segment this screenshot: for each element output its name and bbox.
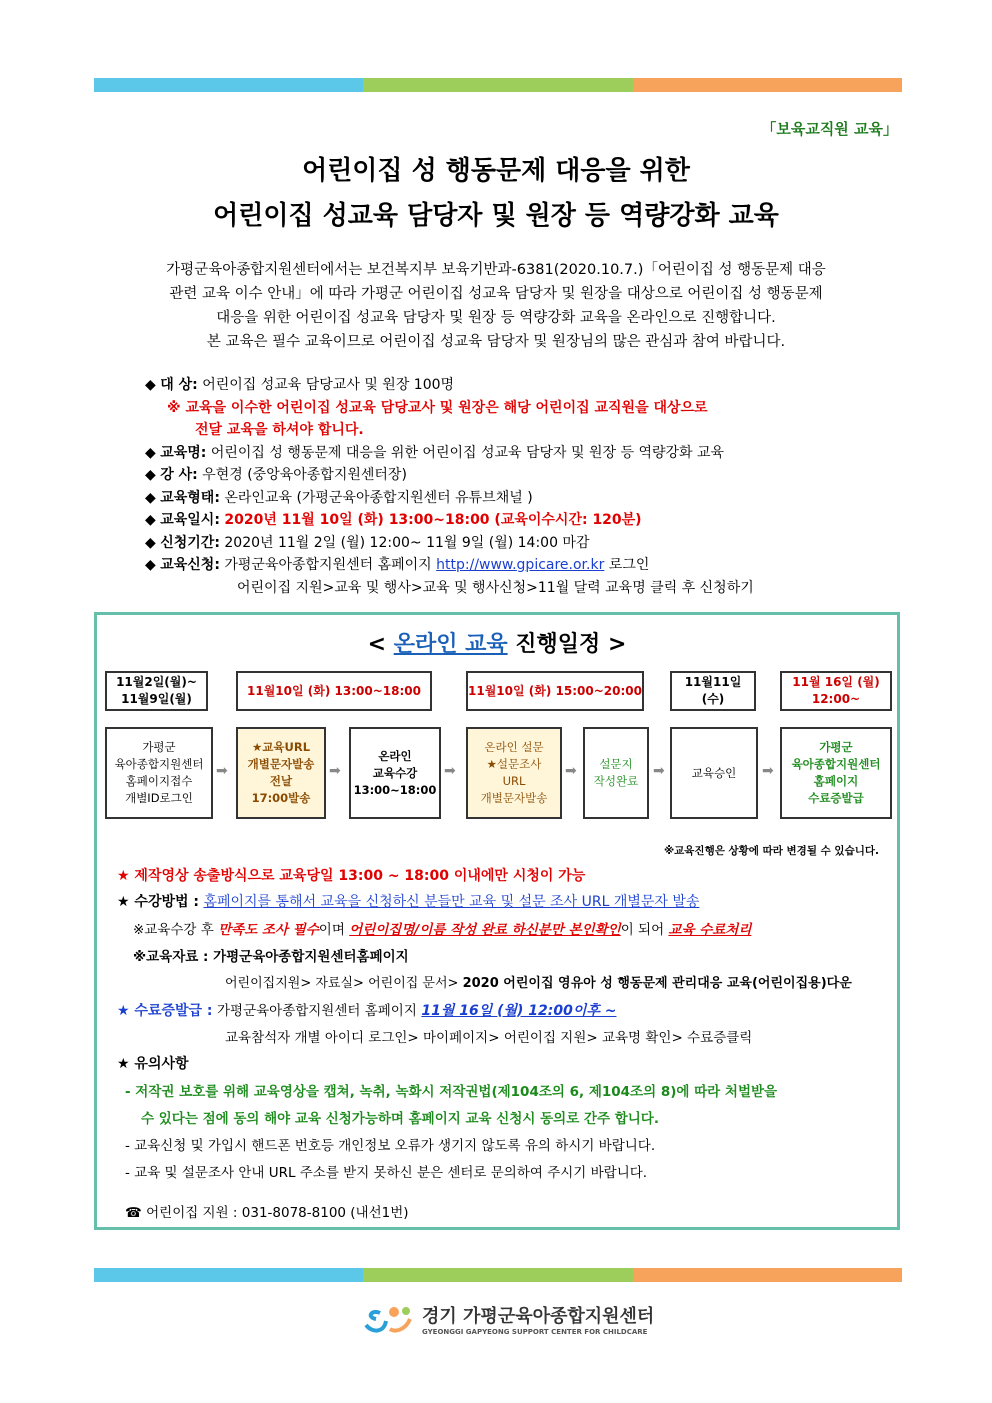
step-survey: 온라인 설문 ★설문조사 URL 개별문자발송: [466, 727, 562, 819]
title-post: 진행일정 >: [515, 632, 627, 657]
target-value: 어린이집 성교육 담당교사 및 원장 100명: [202, 377, 455, 393]
notice-caution: ★ 유의사항: [117, 1056, 189, 1072]
name-value: 어린이집 성 행동문제 대응을 위한 어린이집 성교육 담당자 및 원장 등 역량강화 교육: [210, 444, 725, 461]
intro-paragraph: [100, 258, 892, 354]
date-value: 2020년 11월 10일 (화) 13:00~18:00 (교육이수시간: 120분): [224, 512, 642, 528]
notice-method: ★ 수강방법 : 홈페이지를 통해서 교육을 신청하신 분들만 교육 및 설문 조사 URL 개별문자 발송: [117, 894, 700, 910]
intro-line: 본 교육은 필수 교육이므로 어린이집 성교육 담당자 및 원장님의 많은 관심과 참여 바랍니다.: [206, 334, 786, 350]
date-box: 11월2일(월)~ 11월9일(월): [105, 671, 208, 711]
certificate-path: 교육참석자 개별 아이디 로그인> 마이페이지> 어린이집 지원> 교육명 확인> 수료증클릭: [225, 1030, 753, 1046]
homepage-link[interactable]: http://www.gpicare.or.kr: [436, 557, 605, 573]
caution-url: - 교육 및 설문조사 안내 URL 주소를 받지 못하신 분은 센터로 문의하여 주시기 바랍니다.: [125, 1165, 648, 1181]
format-value: 온라인교육 (가평군육아종합지원센터 유튜브채널 ): [224, 489, 533, 506]
title-bracket: <: [367, 632, 387, 657]
intro-line: 가평군육아종합지원센터에서는 보건복지부 보육기반과-6381(2020.10.7.)「어린이집 성 행동문제 대응: [166, 262, 826, 278]
apply-value: 가평군육아종합지원센터 홈페이지: [224, 557, 432, 573]
diamond-icon: ◆: [145, 534, 161, 551]
step-watch: 온라인 교육수강 13:00~18:00: [349, 727, 441, 819]
org-name-en: GYEONGGI GAPYEONG SUPPORT CENTER FOR CHILDCARE: [422, 1328, 648, 1336]
online-label: 온라인 교육: [393, 632, 508, 657]
date-box: 11월10일 (화) 13:00~18:00: [236, 671, 432, 711]
step-approval: 교육승인: [670, 727, 758, 819]
schedule-box: [94, 612, 900, 1230]
contact-phone: ☎ 어린이집 지원 : 031-8078-8100 (내선1번): [125, 1205, 409, 1221]
notice-streaming: ★ 제작영상 송출방식으로 교육당일 13:00 ~ 18:00 이내에만 시청이 가능: [117, 868, 586, 884]
notice-certificate: ★ 수료증발급 : 가평군육아종합지원센터 홈페이지 11월 16일 (월) 12:00이후 ~: [117, 1003, 617, 1019]
arrow-icon: ➡: [329, 763, 341, 779]
notice-material: ※교육자료 : 가평군육아종합지원센터홈페이지: [133, 949, 409, 965]
apply-period-label: 신청기간:: [160, 534, 220, 551]
intro-line: 대응을 위한 어린이집 성교육 담당자 및 원장 등 역량강화 교육을 온라인으로 진행합니다.: [216, 310, 776, 326]
material-path: 어린이집지원> 자료실> 어린이집 문서> 2020 어린이집 영유아 성 행동문제 관리대응 교육(어린이집용)다운: [225, 976, 852, 991]
date-box: 11월10일 (화) 15:00~20:00: [466, 671, 644, 711]
info-list: [145, 374, 754, 599]
diamond-icon: ◆: [145, 444, 161, 461]
name-label: 교육명:: [160, 444, 207, 461]
org-name: 경기 가평군육아종합지원센터: [422, 1306, 655, 1327]
arrow-icon: ➡: [653, 763, 665, 779]
step-url-sms: ★교육URL 개별문자발송 전날 17:00발송: [236, 727, 326, 819]
target-note: 전달 교육을 하셔야 합니다.: [195, 422, 364, 438]
caution-copyright-2: 수 있다는 점에 동의 해야 교육 신청가능하며 홈페이지 교육 신청시 동의로 간주 합니다.: [141, 1111, 659, 1127]
apply-path: 어린이집 지원>교육 및 행사>교육 및 행사신청>11월 달력 교육명 클릭 후 신청하기: [237, 579, 754, 596]
bottom-color-bar: [94, 1268, 902, 1282]
step-certificate: 가평군 육아종합지원센터 홈페이지 수료증발급: [780, 727, 892, 819]
date-box: 11월 16일 (월) 12:00~: [780, 671, 892, 711]
arrow-icon: ➡: [216, 763, 228, 779]
apply-label: 교육신청:: [160, 557, 220, 573]
caution-copyright: - 저작권 보호를 위해 교육영상을 캡쳐, 녹취, 녹화시 저작권법(제104조의 6, 제104조의 8)에 따라 처벌받을: [125, 1084, 778, 1100]
diamond-icon: ◆: [145, 557, 161, 573]
diamond-icon: ◆: [145, 377, 161, 393]
arrow-icon: ➡: [444, 763, 456, 779]
date-box: 11월11일 (수): [670, 671, 756, 711]
lecturer-label: 강 사:: [160, 467, 198, 483]
schedule-note: ※교육진행은 상황에 따라 변경될 수 있습니다.: [663, 845, 879, 857]
diamond-icon: ◆: [145, 512, 161, 528]
apply-value-post: 로그인: [608, 557, 650, 573]
footer-logo: [362, 1302, 654, 1336]
center-logo-icon: [362, 1303, 414, 1335]
diamond-icon: ◆: [145, 467, 161, 483]
schedule-title: [97, 627, 897, 658]
arrow-icon: ➡: [565, 763, 577, 779]
caution-personal-info: - 교육신청 및 가입시 핸드폰 번호등 개인정보 오류가 생기지 않도록 유의 하시기 바랍니다.: [125, 1138, 656, 1154]
format-label: 교육형태:: [160, 489, 220, 506]
top-color-bar: [94, 78, 902, 92]
page-title-line2: 어린이집 성교육 담당자 및 원장 등 역량강화 교육: [213, 201, 779, 231]
lecturer-value: 우현경 (중앙육아종합지원센터장): [202, 467, 407, 483]
target-note: ※ 교육을 이수한 어린이집 성교육 담당교사 및 원장은 해당 어린이집 교직원을 대상으로: [167, 399, 708, 416]
intro-line: 관련 교육 이수 안내」에 따라 가평군 어린이집 성교육 담당자 및 원장을 대상으로 어린이집 성 행동문제: [169, 286, 823, 302]
notice-completion: ※교육수강 후 만족도 조사 필수이며 어린이집명/이름 작성 완료 하신분만 본인확인이 되어 교육 수료처리: [133, 922, 752, 938]
arrow-icon: ➡: [762, 763, 774, 779]
step-survey-done: 설문지 작성완료: [583, 727, 649, 819]
date-label: 교육일시:: [160, 512, 220, 528]
category-tag: 「보육교직원 교육」: [761, 120, 898, 138]
diamond-icon: ◆: [145, 489, 161, 506]
apply-period-value: 2020년 11월 2일 (월) 12:00~ 11월 9일 (월) 14:00 마감: [224, 534, 590, 551]
step-register: 가평군 육아종합지원센터 홈페이지접수 개별ID로그인: [105, 727, 213, 819]
target-label: 대 상:: [160, 377, 198, 393]
page-title-line1: 어린이집 성 행동문제 대응을 위한: [302, 156, 690, 186]
